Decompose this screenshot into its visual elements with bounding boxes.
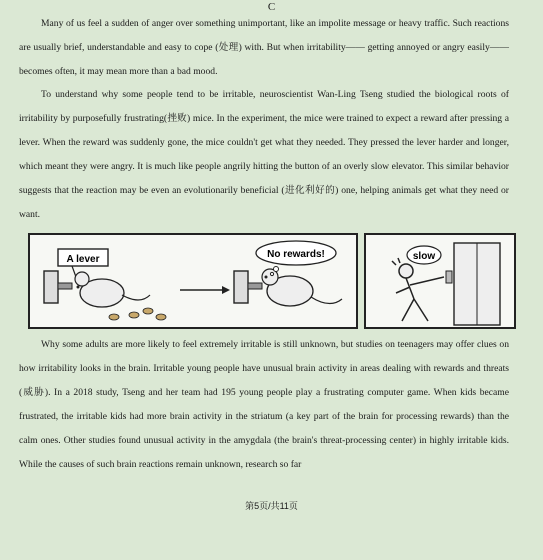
arrow — [180, 286, 230, 294]
paragraph-2: To understand why some people tend to be irritable, neuroscientist Wan-Ling Tseng studied the biological roots of irritability by purposefully frustrating(挫败) mice. In the experiment, the mice were trained to expect a reward after pressing a lever. When the reward was suddenly gone, the mice couldn't get what they needed. They pressed the lever harder and longer, which meant they were angry. It is much like people angrily hitting the button of an overly slow elevator. This similar behavior suggests that the reaction may be even an evolutionarily beneficial (进化利好的) one, helping animals get what they need or want. — [19, 89, 509, 220]
elevator-panel — [364, 233, 516, 329]
illustration — [28, 233, 516, 329]
lever-device-1 — [44, 271, 72, 303]
mouse-1 — [75, 272, 150, 307]
lever-label: A lever — [66, 254, 100, 265]
elevator-drawing — [366, 235, 514, 327]
mouse-experiment-panel — [28, 233, 358, 329]
paragraph-1: Many of us feel a sudden of anger over something unimportant, like an impolite message or heavy traffic. Such reactions are usually brief, understandable and easy to cope (处理) with. But when irritability—— getting annoyed or angry easily—— becomes often, it may mean more than a bad mood. — [19, 18, 509, 77]
angry-man — [392, 258, 444, 321]
elevator-doors — [446, 243, 500, 325]
paragraph-3: Why some adults are more likely to feel extremely irritable is still unknown, but studies on teenagers may offer clues on how irritability looks in the brain. Irritable young people have unusual brain activity in areas dealing with rewards and threats (威胁). In a 2018 study, Tseng and her team had 195 young people play a frustrating computer game. When kids became frustrated, the irritable kids had more brain activity in the striatum (a key part of the brain for processing rewards) than the calm ones. Other studies found unusual activity in the amygdala (the brain's threat-processing center) in highly irritable kids. While the causes of such brain reactions remain unknown, research so far — [19, 339, 509, 470]
elevator-label: slow — [412, 251, 436, 262]
food-pellets — [109, 308, 166, 320]
page-label: C — [267, 1, 276, 13]
mouse-lever-drawing — [30, 235, 356, 327]
bubble-text: No rewards! — [267, 249, 325, 260]
page-footer: 第5页/共11页 — [245, 501, 298, 511]
lever-device-2 — [234, 271, 262, 303]
